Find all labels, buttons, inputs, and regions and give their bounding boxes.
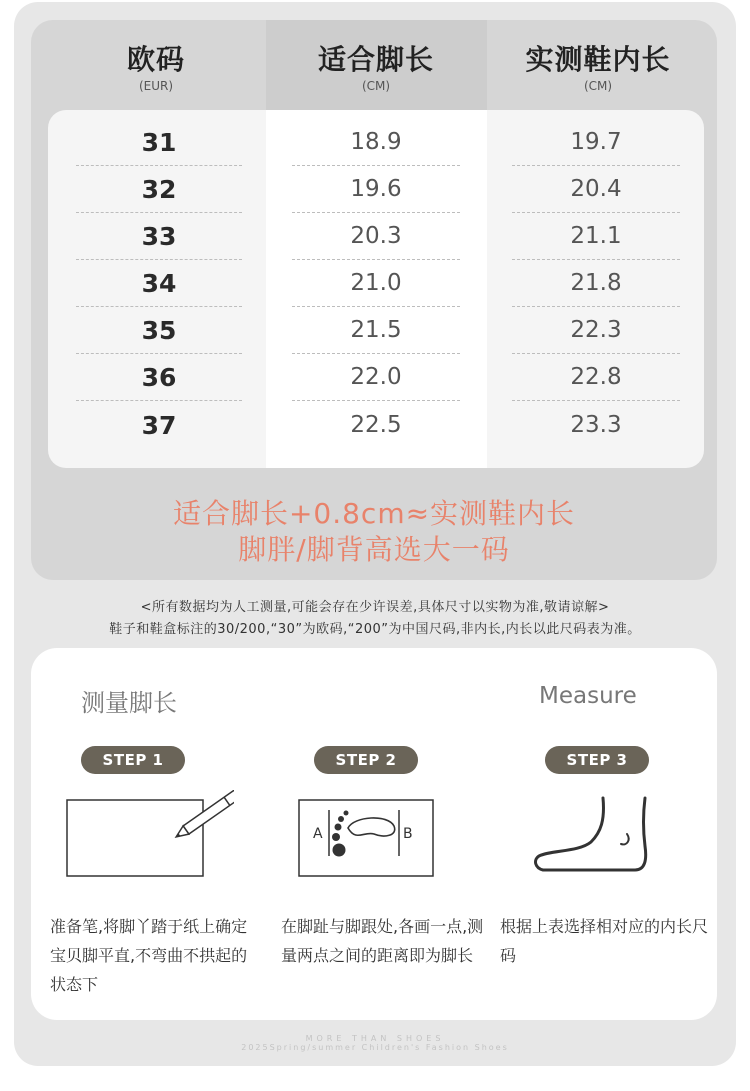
eur-size-cell: 35: [141, 316, 177, 345]
header-inner-length-title: 实测鞋内长: [525, 43, 671, 76]
foot-length-cell: 21.5: [350, 317, 402, 343]
table-row: [48, 354, 704, 401]
header-inner-length-unit: (CM): [583, 79, 613, 93]
foot-outline-icon: [531, 790, 651, 880]
step-2-description: 在脚趾与脚跟处,各画一点,测量两点之间的距离即为脚长: [281, 917, 484, 965]
foot-length-cell: 19.6: [350, 176, 402, 202]
point-a-label: A: [313, 826, 323, 842]
row-divider: [76, 400, 242, 401]
eur-size-cell: 33: [141, 222, 177, 251]
foot-length-cell: 22.5: [350, 412, 402, 438]
paper-pencil-icon: [64, 790, 234, 880]
header-foot-length-unit: (CM): [361, 79, 391, 93]
inner-length-cell: 23.3: [570, 412, 622, 438]
inner-length-cell: 21.1: [570, 223, 622, 249]
eur-size-cell: 31: [141, 128, 177, 157]
foot-length-cell: 21.0: [350, 270, 402, 296]
inner-length-cell: 22.8: [570, 364, 622, 390]
table-row: [48, 119, 704, 166]
foot-length-cell: 18.9: [350, 129, 402, 155]
foot-length-cell: 20.3: [350, 223, 402, 249]
measure-title-en: Measure: [539, 683, 637, 709]
fit-formula: 适合脚长+0.8cm≈实测鞋内长: [172, 497, 576, 530]
measure-title-cn: 测量脚长: [81, 689, 177, 717]
footprint-measure-icon: [296, 790, 436, 880]
point-b-label: B: [403, 826, 413, 842]
step-3-badge: STEP 3: [545, 746, 649, 774]
table-row: [48, 213, 704, 260]
header-inner-length: [493, 42, 703, 94]
eur-size-cell: 34: [141, 269, 177, 298]
header-eur-unit: (EUR): [138, 79, 174, 93]
foot-length-cell: 22.0: [350, 364, 402, 390]
header-eur-title: 欧码: [126, 43, 185, 76]
size-table-header: [31, 20, 717, 110]
eur-size-cell: 36: [141, 363, 177, 392]
eur-size-cell: 32: [141, 175, 177, 204]
size-chart-panel: [31, 20, 717, 580]
inner-length-cell: 19.7: [570, 129, 622, 155]
step-1-description: 准备笔,将脚丫踏于纸上确定宝贝脚平直,不弯曲不拱起的状态下: [50, 917, 248, 994]
row-divider: [292, 400, 460, 401]
table-row: [48, 402, 704, 449]
inner-length-cell: 21.8: [570, 270, 622, 296]
table-row: [48, 166, 704, 213]
footer-season: 2025Spring/summer Children's Fashion Shoes: [241, 1043, 509, 1052]
size-label-note: 鞋子和鞋盒标注的30/200,“30”为欧码,“200”为中国尺码,非内长,内长以此尺码表为准。: [109, 622, 641, 637]
header-foot-length-title: 适合脚长: [317, 43, 434, 76]
footer-slogan: MORE THAN SHOES: [305, 1034, 445, 1043]
step-1-badge: STEP 1: [81, 746, 185, 774]
row-divider: [512, 400, 680, 401]
header-foot-length: [271, 42, 481, 94]
inner-length-cell: 20.4: [570, 176, 622, 202]
measurement-disclaimer: <所有数据均为人工测量,可能会存在少许误差,具体尺寸以实物为准,敬请谅解>: [140, 600, 610, 615]
inner-length-cell: 22.3: [570, 317, 622, 343]
step-2-badge: STEP 2: [314, 746, 418, 774]
step-3-description: 根据上表选择相对应的内长尺码: [500, 917, 709, 965]
table-row: [48, 307, 704, 354]
measure-guide-card: [31, 648, 717, 1020]
size-table-body: [48, 110, 704, 468]
eur-size-cell: 37: [141, 411, 177, 440]
header-eur: [91, 42, 221, 94]
table-row: [48, 260, 704, 307]
size-up-tip: 脚胖/脚背高选大一码: [238, 533, 510, 566]
